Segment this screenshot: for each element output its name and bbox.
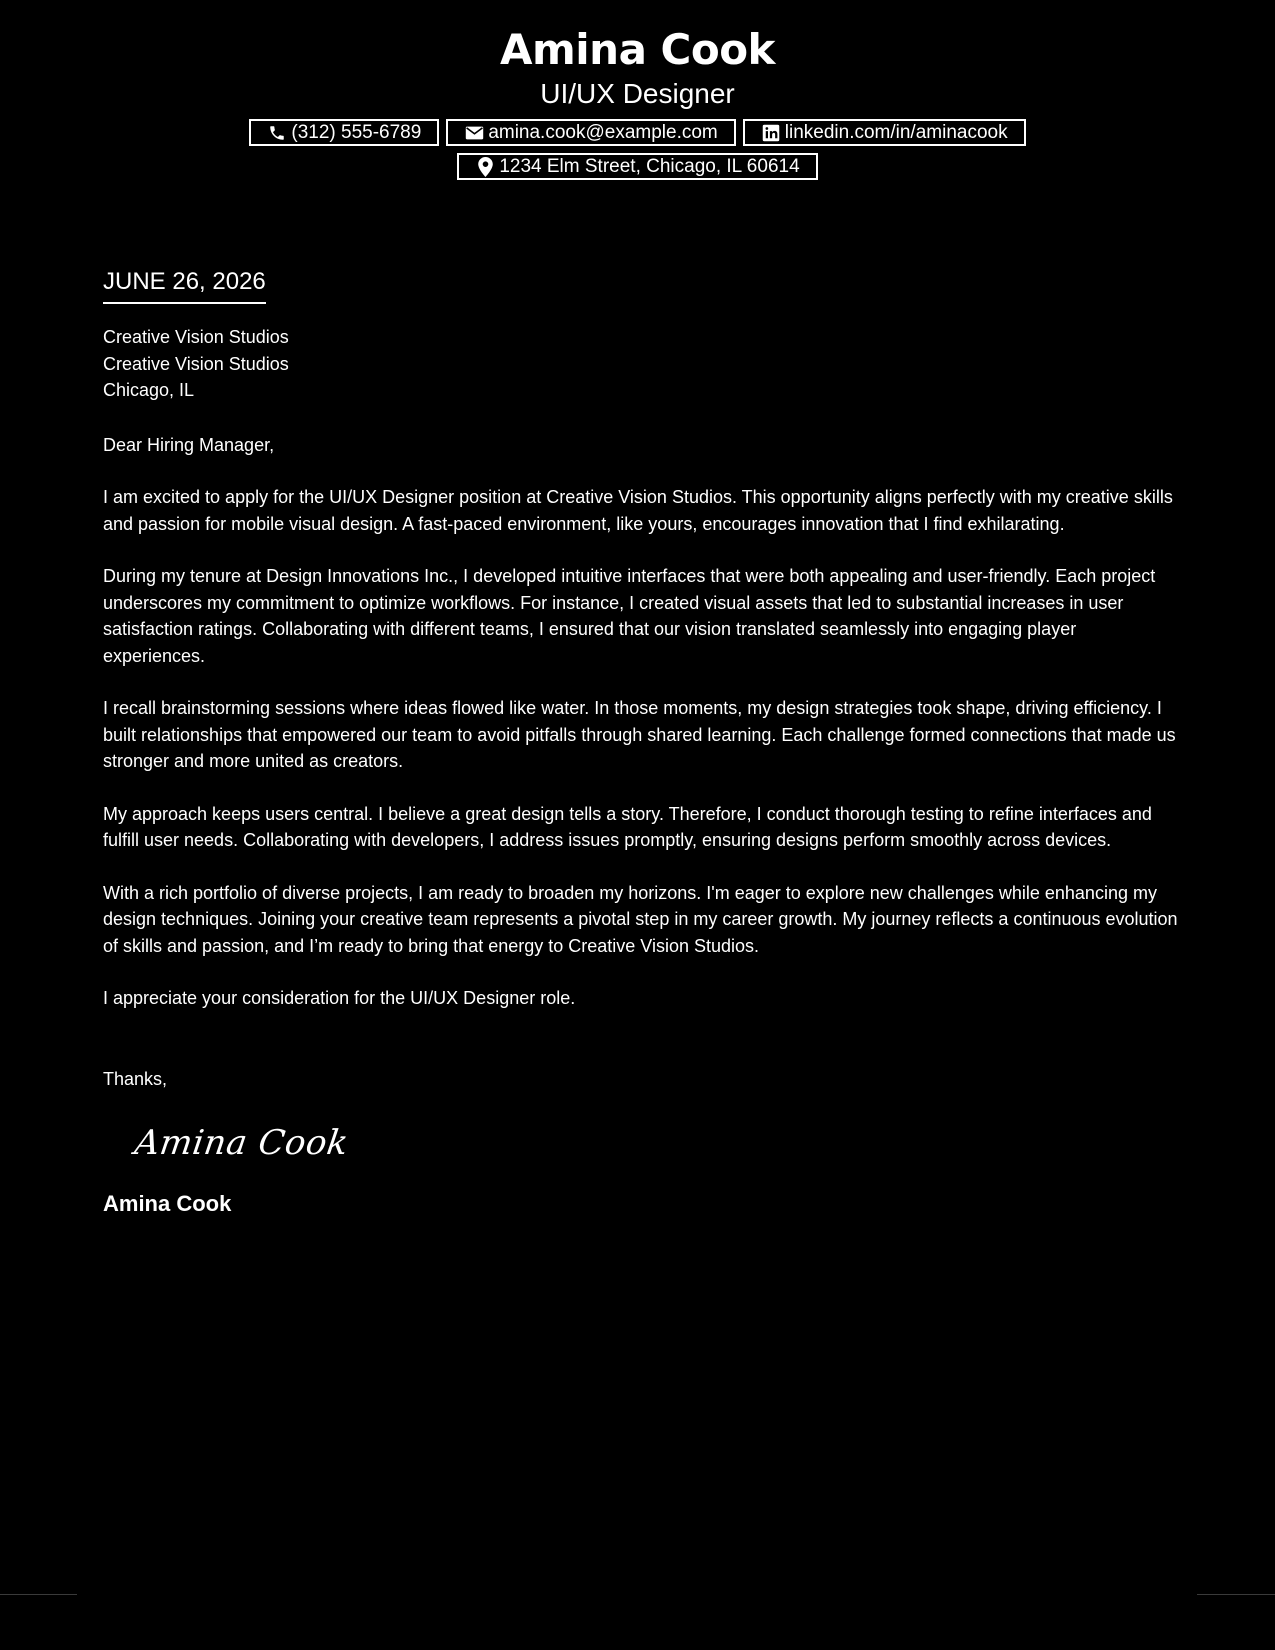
recipient-line: Creative Vision Studios <box>103 327 289 347</box>
body-paragraph: I am excited to apply for the UI/UX Designer position at Creative Vision Studios. This opportunity aligns perfectly with my creative skills and passion for mobile visual design. A fast-paced environment, like yours, encourages innovation that I find exhilarating. <box>103 487 1173 534</box>
letter-date: JUNE 26, 2026 <box>103 266 266 304</box>
recipient-line: Chicago, IL <box>103 380 195 400</box>
sender-title: UI/UX Designer <box>540 78 735 109</box>
page-edge-line-left <box>0 1594 77 1595</box>
phone-icon <box>267 123 287 143</box>
contact-info <box>248 119 1028 180</box>
map-pin-icon <box>475 157 495 177</box>
signature: Amina Cook <box>132 1123 352 1163</box>
closing: Thanks, <box>103 1068 168 1089</box>
sender-name: Amina Cook <box>500 25 775 74</box>
salutation: Dear Hiring Manager, <box>103 434 275 455</box>
body-paragraph: I appreciate your consideration for the UI/UX Designer role. <box>103 988 576 1008</box>
phone-text: (312) 555-6789 <box>291 121 422 143</box>
phone-contact[interactable] <box>249 119 439 146</box>
letter-header <box>0 22 1275 180</box>
signed-name: Amina Cook <box>103 1191 232 1216</box>
linkedin-icon <box>761 123 781 143</box>
email-text: amina.cook@example.com <box>488 121 718 143</box>
recipient-line: Creative Vision Studios <box>103 353 289 374</box>
recipient-block <box>103 324 1181 404</box>
linkedin-text: linkedin.com/in/aminacook <box>784 121 1008 143</box>
body-paragraph: During my tenure at Design Innovations Inc., I developed intuitive interfaces that were both appealing and user-friendly. Each project underscores my commitment to optimize workflows. For instance, I created visual assets that led to substantial increases in user satisfaction ratings. Collaborating with different teams, I ensured that our vision translated seamlessly into engaging player experiences. <box>103 566 1156 666</box>
address-contact[interactable] <box>457 153 817 180</box>
page-edge-line-right <box>1197 1594 1275 1595</box>
address-text: 1234 Elm Street, Chicago, IL 60614 <box>499 155 800 177</box>
body-paragraph: My approach keeps users central. I believe a great design tells a story. Therefore, I conduct thorough testing to refine interfaces and fulfill user needs. Collaborating with developers, I address issues promptly, ensuring designs perform smoothly across devices. <box>103 803 1152 850</box>
letter-body <box>103 324 1181 1218</box>
body-paragraph: With a rich portfolio of diverse projects, I am ready to broaden my horizons. I'm eager to explore new challenges while enhancing my design techniques. Joining your creative team represents a pivotal step in my career growth. My journey reflects a continuous evolution of skills and passion, and I’m ready to bring that energy to Creative Vision Studios. <box>103 882 1178 956</box>
envelope-icon <box>464 123 484 143</box>
linkedin-contact[interactable] <box>743 119 1026 146</box>
email-contact[interactable] <box>446 119 735 146</box>
body-paragraph: I recall brainstorming sessions where ideas flowed like water. In those moments, my design strategies took shape, driving efficiency. I built relationships that empowered our team to avoid pitfalls through shared learning. Each challenge formed connections that made us stronger and more united as creators. <box>103 698 1176 771</box>
